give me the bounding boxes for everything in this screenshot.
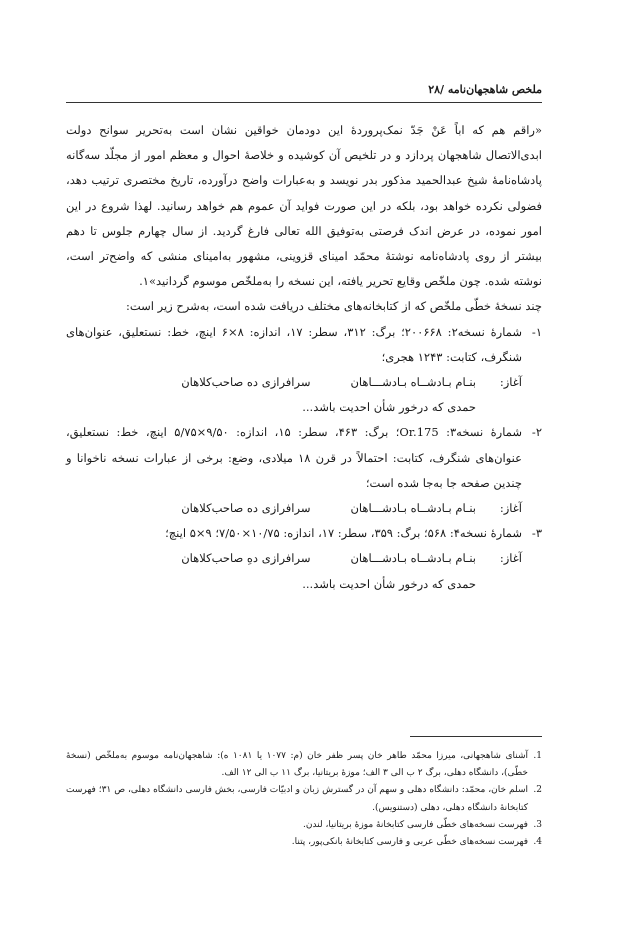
footnote-text: فهرست نسخه‌های خطّی فارسی کتابخانهٔ موزهٔ بریتانیا، لندن. (302, 819, 528, 830)
footnote-number: 3. (533, 819, 542, 830)
running-header: ملخص شاهجهان‌نامه /۲۸ (428, 83, 542, 96)
verse-hemistich-1: بنـام بـادشــاه بـادشـــاهان (350, 375, 476, 390)
opening-verse (66, 370, 522, 395)
entry-number: ۳- (531, 526, 542, 541)
manuscript-entry-3 (66, 521, 542, 597)
opening-verse (66, 496, 522, 521)
footnote-number: 2. (533, 785, 542, 796)
footnote-2 (66, 782, 542, 816)
opening-verse (66, 546, 522, 571)
footnote-text: فهرست نسخه‌های خطّی عربی و فارسی کتابخانهٔ بانکی‌پور، پتنا. (291, 837, 528, 848)
copies-intro-paragraph: چند نسخهٔ خطّی ملخّص که از کتابخانه‌های مختلف دریافت شده است، به‌شرح زیر است: (125, 299, 542, 314)
manuscript-entry-1 (66, 320, 542, 421)
footnote-separator (410, 736, 542, 737)
footnote-1 (66, 748, 542, 782)
main-body (66, 118, 542, 597)
footnote-text: اسلم خان، محمّد: دانشگاه دهلی و سهم آن در گسترش زبان و ادبیّات فارسی، بخش فارسی دانشگاه دهلی، ص ۳۱؛ فهرست کتابخانهٔ دانشگاه دهلی، دهلی (دستنویس). (66, 785, 528, 813)
footnote-number: 4. (533, 837, 542, 848)
verse-label: آغاز: (499, 375, 522, 390)
footnote-3 (66, 817, 542, 834)
verse-hemistich-2: سرافرازی ده صاحب‌کلاهان (181, 501, 311, 516)
verse-label: آغاز: (499, 551, 522, 566)
opening-continuation: حمدی که درخور شأن احدیت باشد... (302, 576, 476, 591)
manuscript-entry-2 (66, 420, 542, 521)
header-rule (66, 102, 542, 103)
entry-number: ۲- (531, 425, 542, 440)
entry-description: شمارهٔ نسخه۲: ۲۰۰۶۶۸؛ برگ: ۳۱۲، سطر: ۱۷، اندازه: ۸×۶ اینچ، خط: نستعلیق، عنوان‌های شنگرف، کتابت: ۱۲۴۳ هجری؛ (66, 324, 522, 364)
intro-quote-paragraph: «راقم هم که اباً عَنْ جَدّ نمک‌پروردهٔ این دودمان خواقین نشان است به‌تحریر سوانح دولت ابدی‌الاتصال شاهجهان پردازد و در تلخیص آن کوشیده و خلاصهٔ احوال و معظم امور از مجلّد سه‌گانه پادشاه‌نامهٔ شیخ عبدالحمید مذکور بدر نویسد و به‌عبارات واضح درآورده، تاریخ مختصری ترتیب دهد، فضولی نکرده خواهد بود، بلکه در این صورت فواید آن عموم هم خواهد رسانید. لهذا شروع در این امور نموده، در عرض اندک فرصتی به‌توفیق الله تعالی فارغ گردید. از سال چهارم جلوس تا دهم بیشتر از روی پادشاه‌نامه نوشتهٔ محمّد امینای قزوینی، مشهور به‌امینای منشی که واضح‌تر است، نوشته شده. چون ملخّص وقایع تحریر یافته، این نسخه را به‌ملخّص موسوم گردانید»۱. (66, 123, 542, 289)
verse-hemistich-2: سرافرازی دهِ صاحب‌کلاهان (181, 551, 311, 566)
entry-number: ۱- (531, 324, 542, 339)
entry-description: شمارهٔ نسخه۴: ۵۶۸؛ برگ: ۳۵۹، سطر: ۱۷، اندازه: ۱۰/۷۵×۷/۵۰؛ ۹×۵ اینچ؛ (165, 526, 522, 541)
footnote-number: 1. (533, 751, 542, 761)
verse-hemistich-1: بنـام بـادشــاه بـادشـــاهان (350, 551, 476, 566)
verse-hemistich-1: بنـام بـادشــاه بـادشـــاهان (350, 501, 476, 516)
footnote-4 (66, 834, 542, 851)
opening-continuation: حمدی که درخور شأن احدیت باشد... (302, 400, 476, 415)
entry-description: شمارهٔ نسخه۳: Or.175؛ برگ: ۴۶۳، سطر: ۱۵، اندازه: ۹/۵۰×۵/۷۵ اینچ، خط: نستعلیق، عنوان‌های شنگرف، کتابت: احتمالاً در قرن ۱۸ میلادی، وضع: برخی از عبارات نسخه ناخوانا و چندین صفحه جا به‌جا شده است؛ (66, 425, 523, 490)
footnote-text: آشنای شاهجهانی، میرزا محمّد طاهر خان پسر ظفر خان (م: ۱۰۷۷ یا ۱۰۸۱ ه): شاهجهان‌نامه موسوم به‌ملخّص (نسخهٔ خطّی)، دانشگاه دهلی، برگ ۲ ب الی ۳ الف؛ موزهٔ بریتانیا، برگ ۱۱ ب الی ۱۲ الف. (66, 751, 528, 779)
footnotes (66, 748, 542, 851)
verse-label: آغاز: (499, 501, 522, 516)
verse-hemistich-2: سرافرازی ده صاحب‌کلاهان (181, 375, 311, 390)
